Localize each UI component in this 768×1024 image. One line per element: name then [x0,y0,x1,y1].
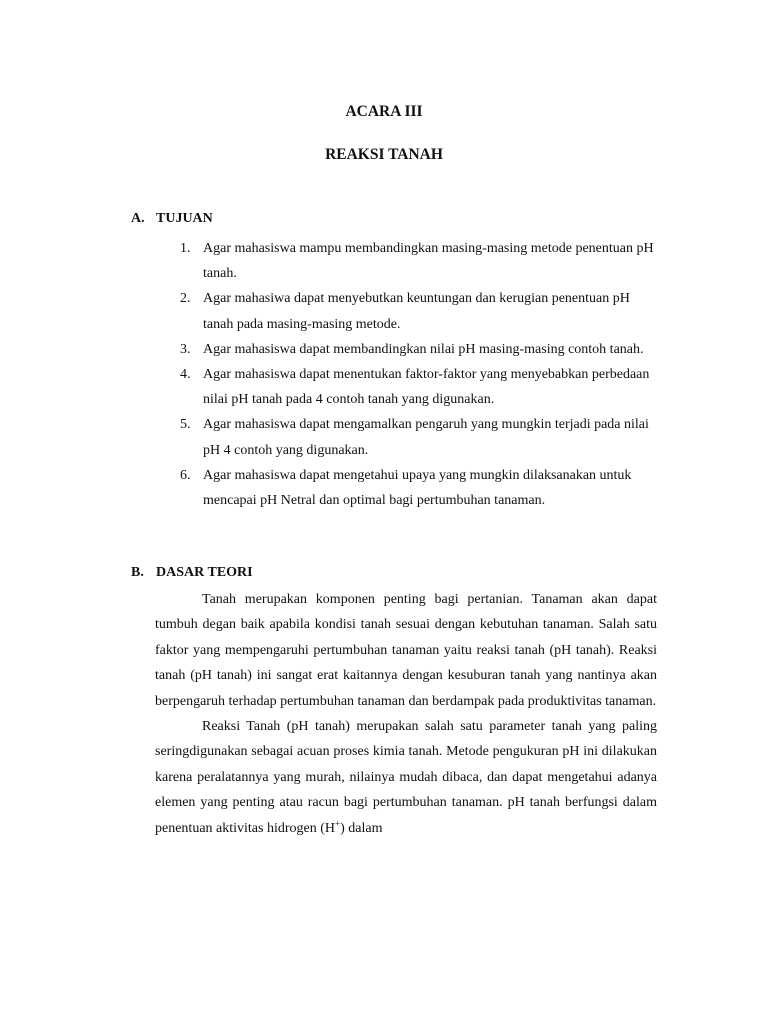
list-item-text: Agar mahasiswa dapat menentukan faktor-faktor yang menyebabkan perbedaan nilai pH tanah pada 4 contoh tanah yang digunakan. [203,367,650,408]
theory-paragraph-2 [155,714,657,841]
objectives-list [180,236,660,513]
list-item-text: Agar mahasiwa dapat menyebutkan keuntungan dan kerugian penentuan pH tanah pada masing-masing metode. [203,291,630,332]
list-item-text: Agar mahasiswa dapat mengetahui upaya yang mungkin dilaksanakan untuk mencapai pH Netral dan optimal bagi pertumbuhan tanaman. [203,467,632,509]
section-b-letter: B. [131,565,144,580]
theory-paragraph-2-text: Reaksi Tanah (pH tanah) merupakan salah satu parameter tanah yang paling seringdigunakan sebagai acuan proses kimia tanah. Metode pengukuran pH ini dilakukan karena peralatannya yang murah, nilainya mudah dibaca, dan dapat mengetahui adanya elemen yang penting atau racun bagi pertumbuhan tanaman. pH tanah berfungsi dalam penentuan aktivitas hidrogen (H [155,719,657,836]
document-subtitle: REAKSI TANAH [325,146,443,163]
list-item-text: Agar mahasiswa mampu membandingkan masing-masing metode penentuan pH tanah. [203,241,654,282]
theory-paragraph-1: Tanah merupakan komponen penting bagi pertanian. Tanaman akan dapat tumbuh degan baik apabila kondisi tanah sesuai dengan kebutuhan tanaman. Salah satu faktor yang mempengaruhi pertumbuhan tanaman yaitu reaksi tanah (pH tanah). Reaksi tanah (pH tanah) ini sangat erat kaitannya dengan kesuburan tanah yang nantinya akan berpengaruh terhadap pertumbuhan tanaman dan berdampak pada produktivitas tanaman. [155,592,657,709]
list-item-number: 1. [180,241,191,256]
list-item [180,412,660,462]
list-item-text: Agar mahasiswa dapat mengamalkan pengaruh yang mungkin terjadi pada nilai pH 4 contoh yang digunakan. [203,417,649,458]
list-item-number: 3. [180,341,191,357]
list-item-number: 6. [180,467,191,483]
list-item-number: 4. [180,367,191,383]
theory-body [155,587,657,841]
section-a-letter: A. [131,211,145,226]
list-item-number: 5. [180,417,191,433]
list-item [180,463,660,513]
list-item-number: 2. [180,291,191,307]
document-title: ACARA III [345,103,423,120]
list-item [180,362,660,412]
section-b-title: DASAR TEORI [156,565,253,580]
superscript-plus: + [335,818,341,828]
section-a-title: TUJUAN [156,211,213,226]
section-b-heading [131,565,253,581]
theory-paragraph-2-tail: ) dalam [340,820,383,836]
list-item [180,286,660,336]
list-item [180,337,660,362]
section-a-heading [131,211,213,227]
list-item-text: Agar mahasiswa dapat membandingkan nilai pH masing-masing contoh tanah. [203,341,644,357]
list-item [180,236,660,286]
